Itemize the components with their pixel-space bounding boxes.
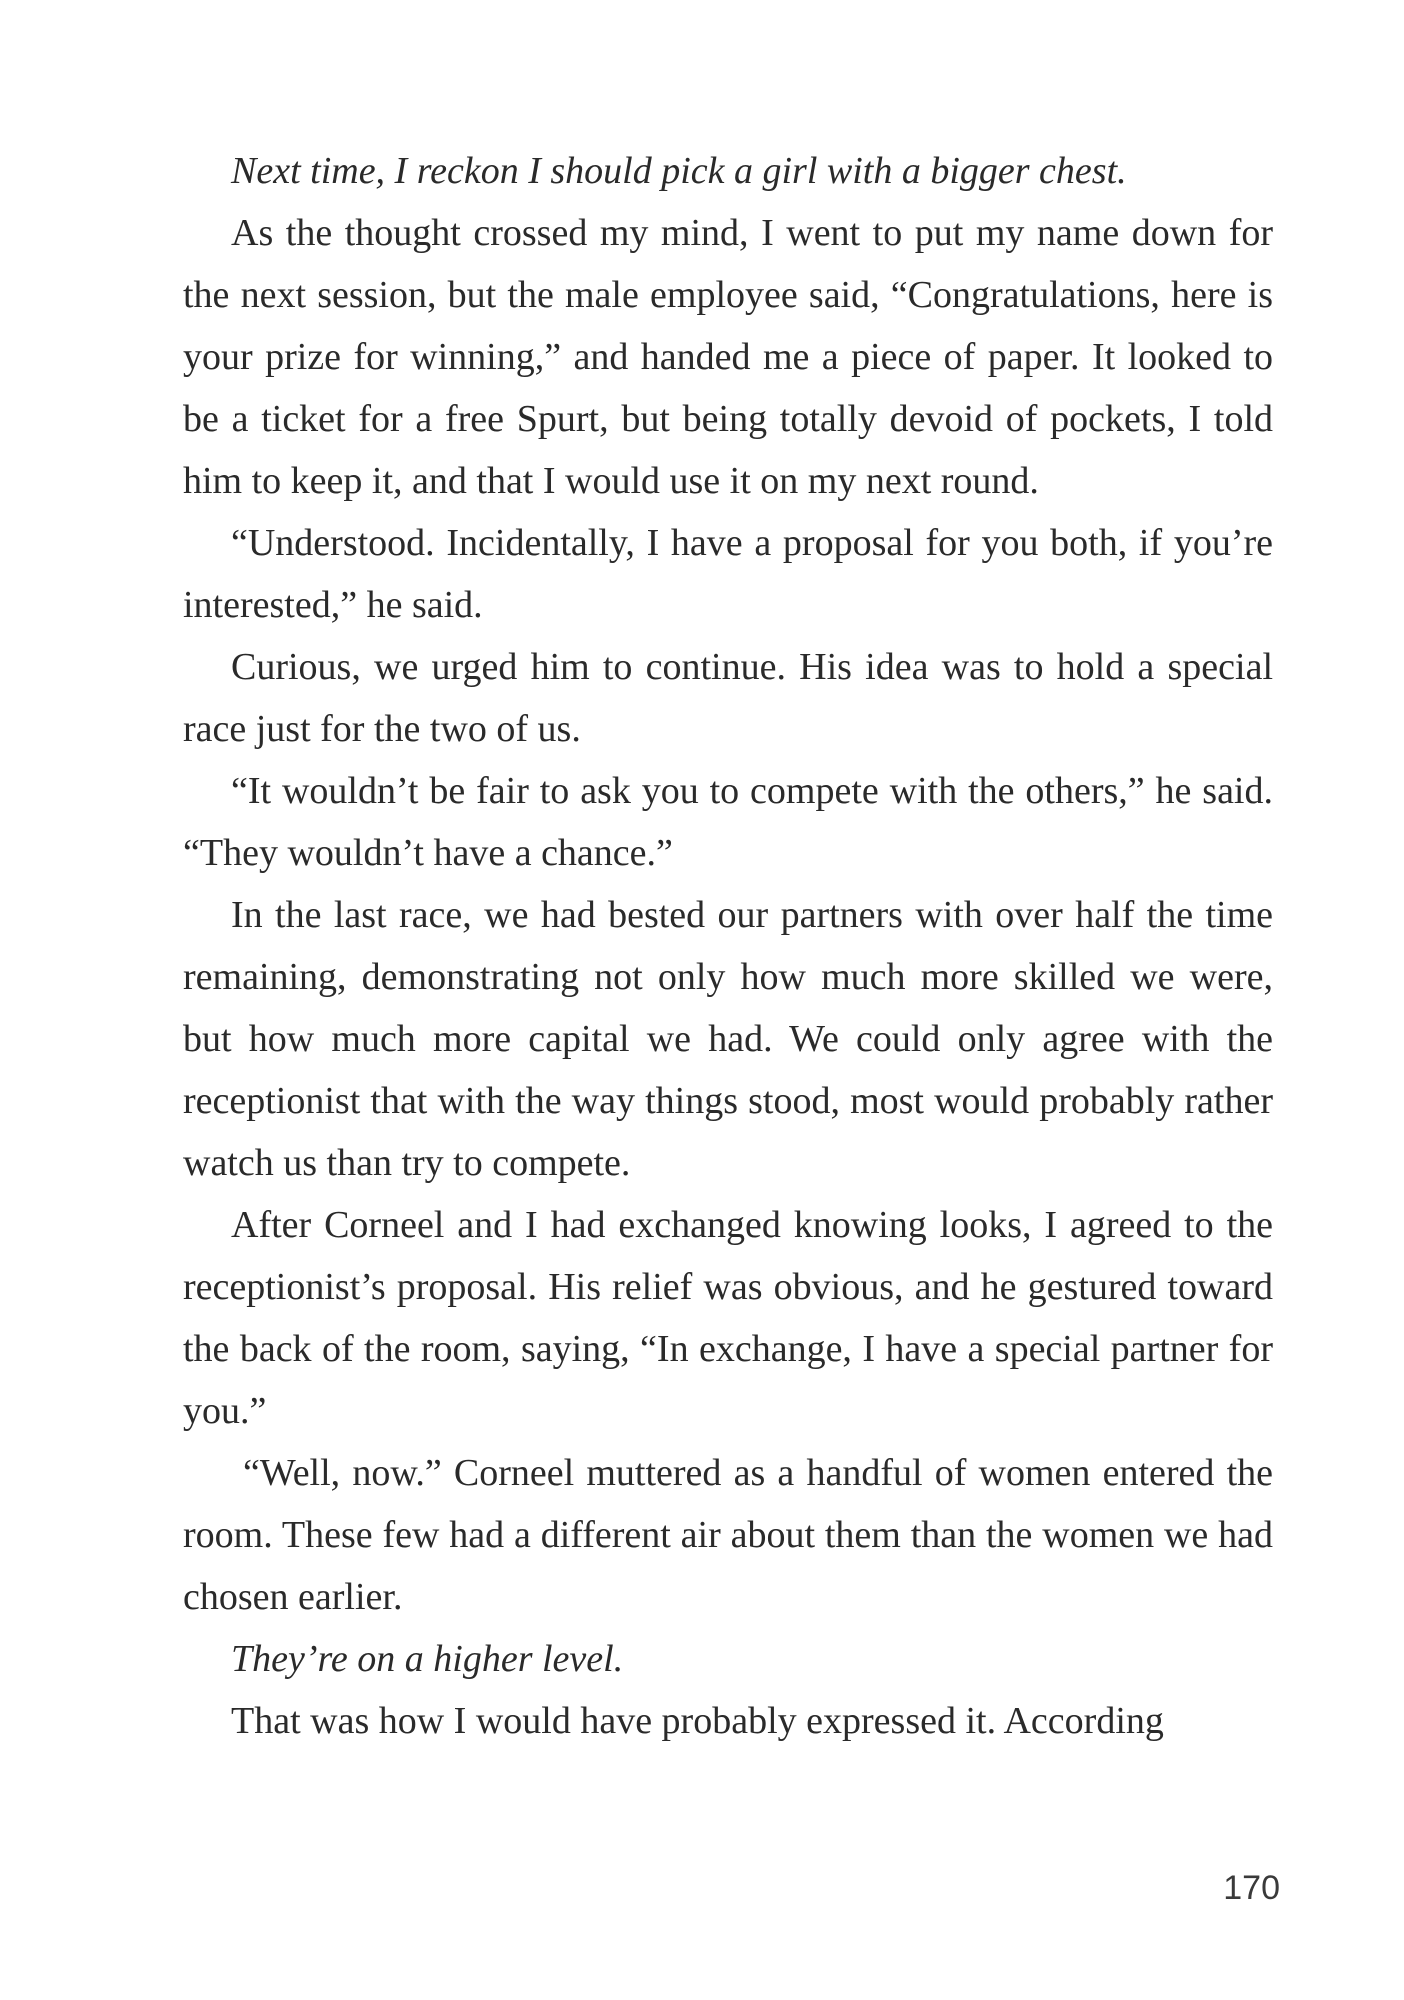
paragraph: In the last race, we had bested our partners with over half the time remaining, demonstrating not only how much more skilled we were, but how much more capital we had. We could only agree with the receptionist that with the way things stood, most would probably rather watch us than try to compete. (183, 894, 1273, 1184)
paragraph: Curious, we urged him to continue. His idea was to hold a special race just for the two of us. (183, 646, 1273, 750)
paragraph: That was how I would have probably expressed it. According (231, 1700, 1164, 1742)
paragraph: “Well, now.” Corneel muttered as a handful of women entered the room. These few had a different air about them than the women we had chosen earlier. (183, 1452, 1273, 1618)
body-text (183, 140, 1273, 1752)
paragraph: “Understood. Incidentally, I have a proposal for you both, if you’re interested,” he said. (183, 522, 1273, 626)
paragraph: “It wouldn’t be fair to ask you to compete with the others,” he said. “They wouldn’t have a chance.” (183, 770, 1273, 874)
paragraph-italic-thought: They’re on a higher level. (231, 1638, 624, 1680)
page-number: 170 (1223, 1869, 1280, 1907)
paragraph: As the thought crossed my mind, I went to put my name down for the next session, but the male employee said, “Congratulations, here is your prize for winning,” and handed me a piece of paper. It looked to be a ticket for a free Spurt, but being totally devoid of pockets, I told him to keep it, and that I would use it on my next round. (183, 212, 1273, 502)
paragraph: After Corneel and I had exchanged knowing looks, I agreed to the receptionist’s proposal. His relief was obvious, and he gestured toward the back of the room, saying, “In exchange, I have a special partner for you.” (183, 1204, 1273, 1432)
paragraph-italic-thought: Next time, I reckon I should pick a girl with a bigger chest. (231, 150, 1127, 192)
